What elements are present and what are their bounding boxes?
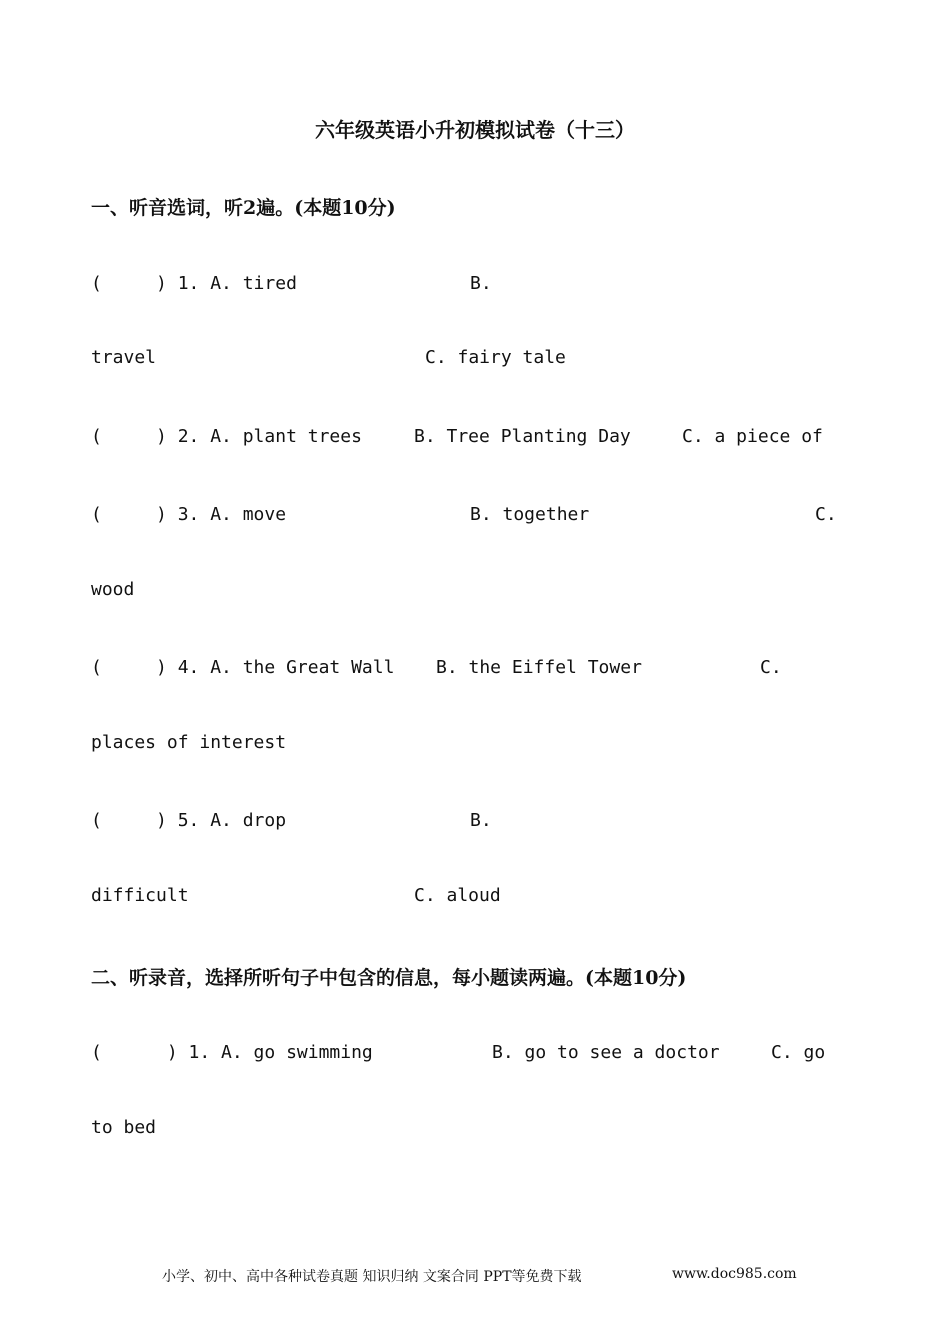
s1-q5-option-b-label: B. bbox=[470, 810, 492, 831]
s1-q3-option-c-label: C. bbox=[815, 504, 837, 525]
section1-heading: 一、听音选词，听2遍。(本题10分) bbox=[91, 197, 396, 219]
s1-q3-option-b: B. together bbox=[470, 504, 590, 525]
s1-q2-option-b: B. Tree Planting Day bbox=[414, 426, 631, 447]
s1-q4-option-b: B. the Eiffel Tower bbox=[436, 657, 642, 678]
s1-q4-option-c-label: C. bbox=[760, 657, 782, 678]
s2-q1-option-c-label: C. go bbox=[771, 1042, 826, 1063]
s1-q1-option-a: ( ) 1. A. tired bbox=[91, 273, 297, 294]
s1-q5-option-b-text: difficult bbox=[91, 885, 189, 906]
s1-q1-option-b-text: travel bbox=[91, 347, 157, 368]
s1-q2-option-c: C. a piece of bbox=[682, 426, 823, 447]
s1-q2-option-a: ( ) 2. A. plant trees bbox=[91, 426, 362, 447]
s1-q1-option-b-label: B. bbox=[470, 273, 492, 294]
s1-q3-option-a: ( ) 3. A. move bbox=[91, 504, 287, 525]
s1-q5-option-a: ( ) 5. A. drop bbox=[91, 810, 287, 831]
s2-q1-option-a: ( ) 1. A. go swimming bbox=[91, 1042, 373, 1063]
s1-q1-option-c: C. fairy tale bbox=[425, 347, 566, 368]
s2-q1-option-c-text: to bed bbox=[91, 1117, 157, 1138]
s2-q1-option-b: B. go to see a doctor bbox=[492, 1042, 720, 1063]
s1-q4-option-a: ( ) 4. A. the Great Wall bbox=[91, 657, 395, 678]
footer-text: 小学、初中、高中各种试卷真题 知识归纳 文案合同 PPT等免费下载 bbox=[162, 1269, 582, 1285]
section2-heading: 二、听录音，选择所听句子中包含的信息，每小题读两遍。(本题10分) bbox=[91, 967, 687, 989]
s1-q5-option-c: C. aloud bbox=[414, 885, 501, 906]
page-title: 六年级英语小升初模拟试卷（十三） bbox=[315, 118, 635, 142]
s1-q3-option-c-text: wood bbox=[91, 579, 135, 600]
s1-q4-option-c-text: places of interest bbox=[91, 732, 287, 753]
footer-url[interactable]: www.doc985.com bbox=[672, 1266, 797, 1282]
